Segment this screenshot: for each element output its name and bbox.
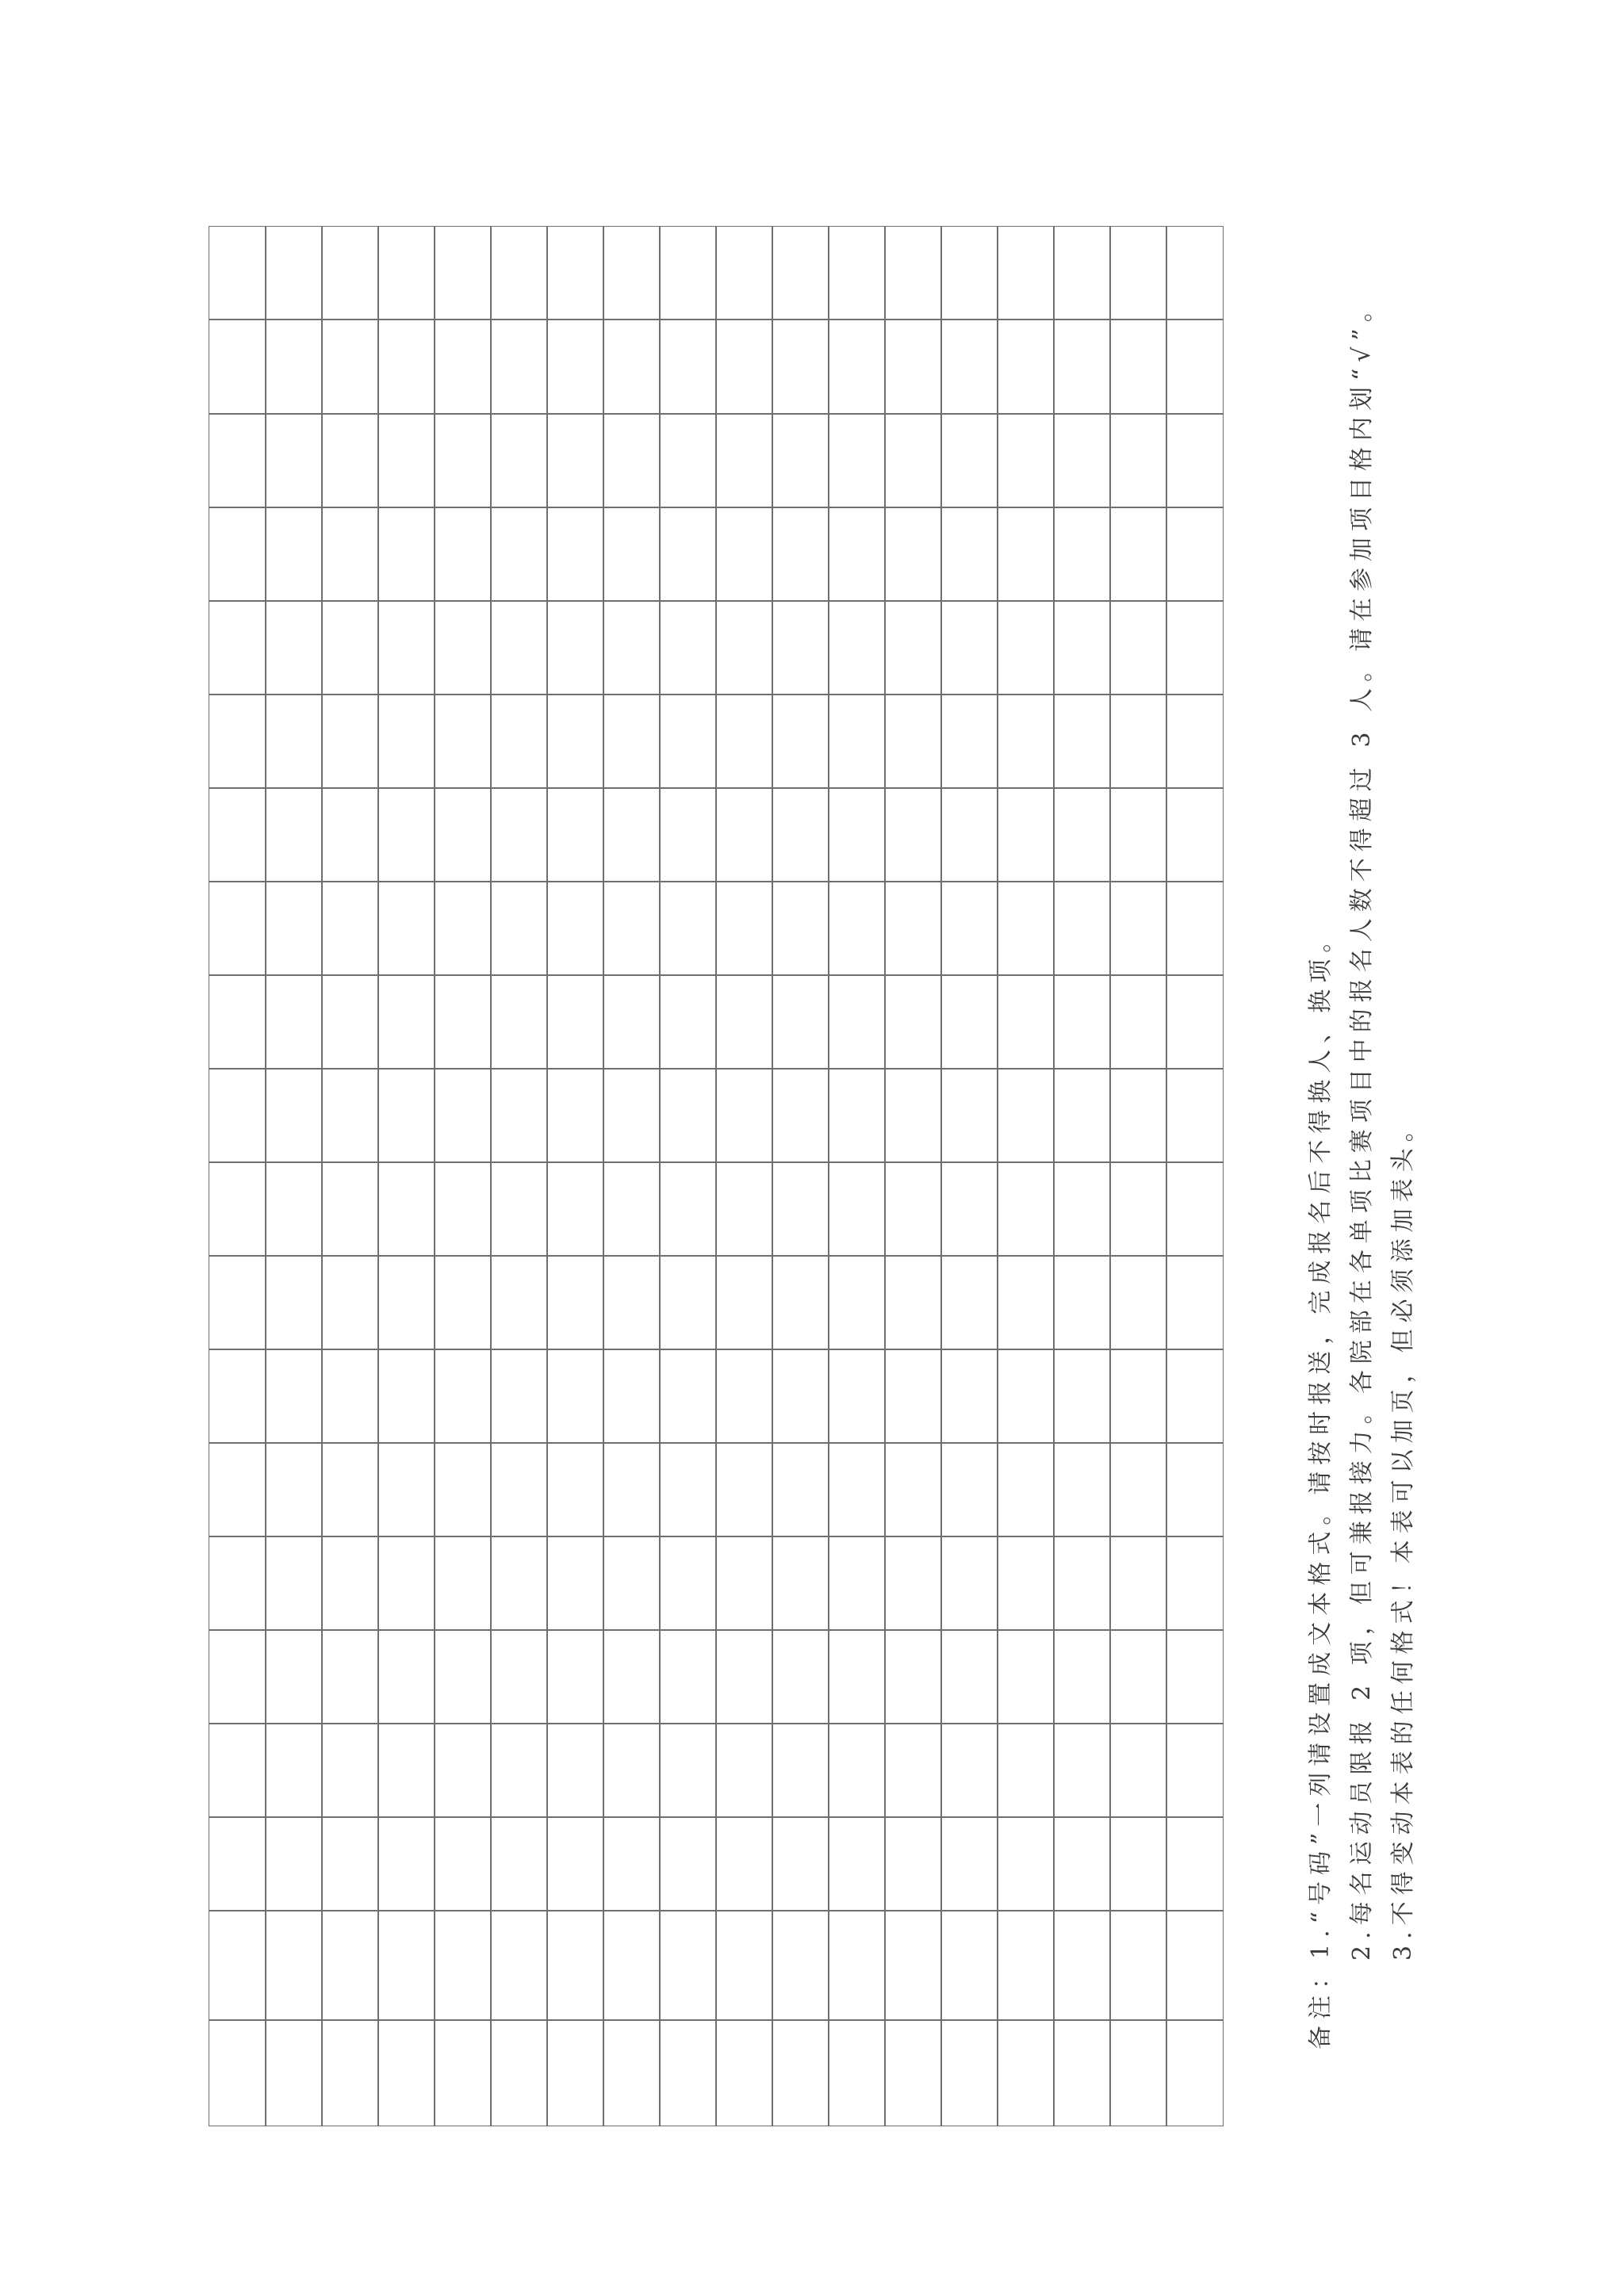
registration-grid-table bbox=[209, 226, 1224, 2126]
note-line-3: 3.不得变动本表的任何格式！本表可以加页，但必须添加表头。 bbox=[1389, 1112, 1417, 1961]
note-line-1: 备注：1.“号码”一列请设置成文本格式。请按时报送，完成报名后不得换人、换项。 bbox=[1307, 922, 1335, 2049]
notes-section bbox=[1300, 292, 1417, 2049]
note-line-2: 2.每名运动员限报 2 项，但可兼报接力。各院部在各单项比赛项目中的报名人数不得超过 3 人。请在参加项目格内划“√”。 bbox=[1348, 292, 1376, 1961]
